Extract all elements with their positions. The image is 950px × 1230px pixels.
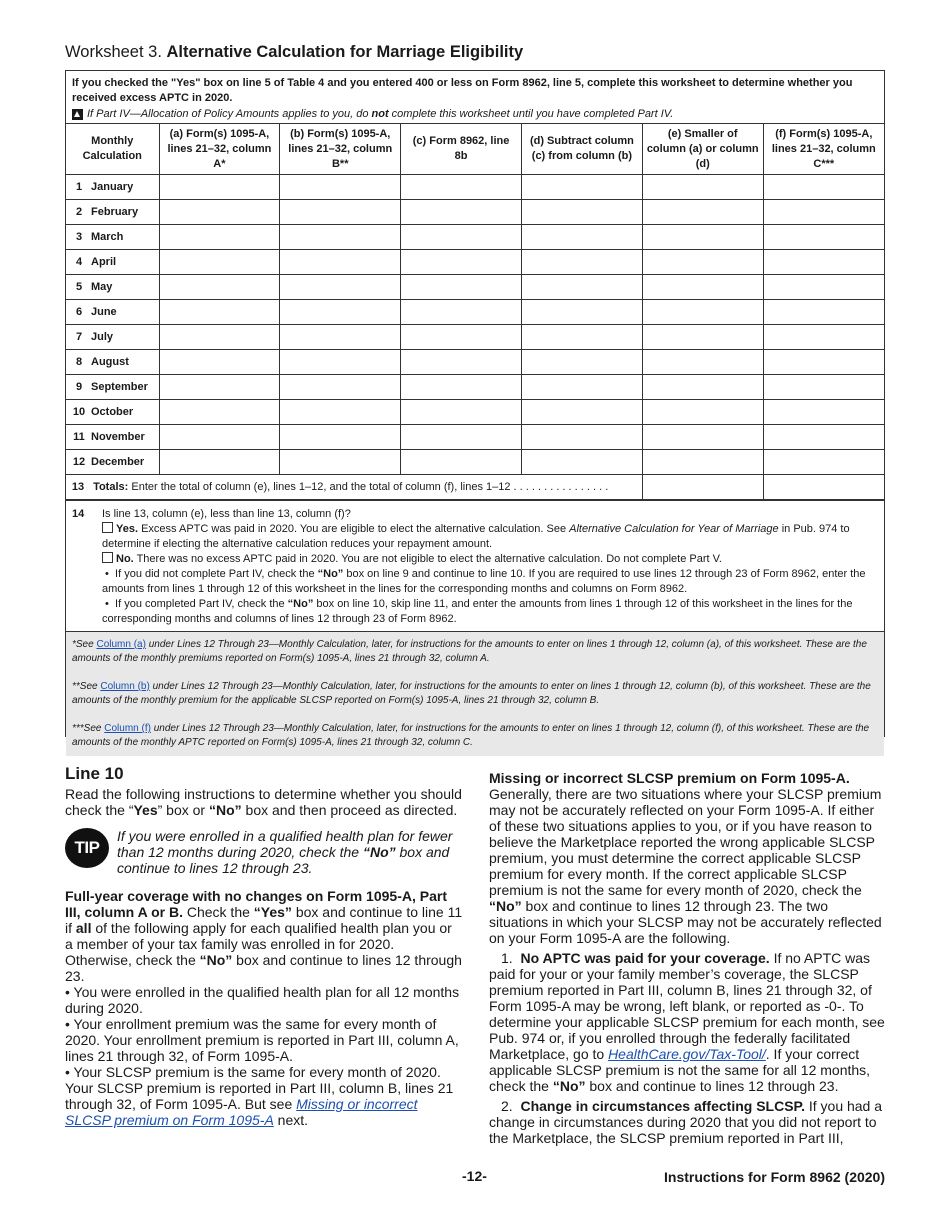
header-monthly: Monthly Calculation [66, 124, 159, 175]
line14-bullet-2: • If you completed Part IV, check the “No” box on line 10, skip line 11, and enter the amounts from lines 1 through 12 of this worksheet in the lines for the corresponding months and columns of lines 12 through 23 of Form 8962. [102, 598, 853, 625]
line-14 [66, 500, 884, 631]
cell-col-f[interactable] [763, 275, 884, 300]
no-checkbox[interactable] [102, 552, 113, 563]
item2-bold: Change in circumstances affecting SLCSP. [520, 1098, 805, 1114]
totals-row [66, 475, 884, 500]
bullet1-pre: If you did not complete Part IV, check the [115, 568, 318, 580]
bullet1-bold: “No” [317, 568, 344, 580]
cell-col-f[interactable] [763, 225, 884, 250]
cell-col-b[interactable] [280, 225, 401, 250]
line10-intro [65, 786, 463, 818]
item1-post: box and continue to lines 12 through 23. [585, 1078, 839, 1094]
full-year-heading: Full-year coverage with no changes on Form 1095-A, Part III, column A or B. [65, 888, 447, 920]
cell-col-d[interactable] [521, 375, 642, 400]
month-label [66, 225, 159, 250]
cell-col-e[interactable] [642, 300, 763, 325]
footnote-a [72, 638, 878, 666]
note-bold: not [371, 108, 389, 120]
line-number: 8 [75, 356, 83, 368]
cell-col-b[interactable] [280, 350, 401, 375]
month-row [66, 450, 884, 475]
no-text: There was no excess APTC paid in 2020. You are not eligible to elect the alternative calculation. Do not complete Part V. [133, 553, 722, 565]
l-para1-mid: ” box or [157, 802, 209, 818]
column-f-link[interactable]: Column (f) [104, 723, 151, 734]
worksheet-title [65, 43, 523, 62]
cell-col-c[interactable] [401, 425, 522, 450]
missing-slcsp-heading: Missing or incorrect SLCSP premium on Form 1095-A. [489, 770, 850, 786]
left-bullet2-text: Your enrollment premium was the same for every month of 2020. Your enrollment premium is reported in Part III, column A, lines 21 through 32, of Form 1095-A. [65, 1016, 459, 1064]
cell-col-f[interactable] [763, 200, 884, 225]
header-col-f: (f) Form(s) 1095-A, lines 21–32, column C*** [763, 124, 884, 175]
cell-col-f[interactable] [763, 300, 884, 325]
worksheet-footnotes [66, 631, 884, 756]
item1-bold: No APTC was paid for your coverage. [520, 950, 770, 966]
header-col-b: (b) Form(s) 1095-A, lines 21–32, column B** [280, 124, 401, 175]
tip-icon: TIP [65, 828, 109, 868]
line-number: 9 [75, 381, 83, 393]
cell-col-c[interactable] [401, 250, 522, 275]
bullet2-post: box on line 10, skip line 11, and enter the amounts from lines 1 through 12 of this worksheet in the lines for the corresponding months and columns of lines 12 through 23 of Form 8962. [102, 598, 853, 625]
item1-no: “No” [552, 1078, 586, 1094]
cell-col-d[interactable] [521, 250, 642, 275]
month-row [66, 300, 884, 325]
left-bullet-1: • You were enrolled in the qualified health plan for all 12 months during 2020. [65, 984, 460, 1016]
month-name: April [91, 256, 117, 268]
cell-col-e[interactable] [642, 375, 763, 400]
worksheet-intro: If you checked the "Yes" box on line 5 of Table 4 and you entered 400 or less on Form 8962, line 5, complete this worksheet to determine whether you received excess APTC in 2020. [72, 77, 853, 104]
left-bullet3-pre: Your SLCSP premium is the same for every month of 2020. Your SLCSP premium is reported in Part III, column B, lines 21 through 32, of Form 1095-A. But see [65, 1064, 454, 1112]
tip-text [117, 828, 463, 876]
full-year-paragraph [65, 888, 463, 984]
cell-col-e[interactable] [642, 275, 763, 300]
worksheet-box [65, 70, 885, 748]
cell-col-f[interactable] [763, 325, 884, 350]
cell-col-c[interactable] [401, 450, 522, 475]
month-label [66, 425, 159, 450]
cell-col-d[interactable] [521, 175, 642, 200]
line10-heading: Line 10 [65, 764, 124, 783]
cell-col-d[interactable] [521, 425, 642, 450]
cell-col-f[interactable] [763, 425, 884, 450]
cell-col-a[interactable] [159, 450, 280, 475]
header-col-a: (a) Form(s) 1095-A, lines 21–32, column A* [159, 124, 280, 175]
cell-col-e[interactable] [642, 350, 763, 375]
cell-col-b[interactable] [280, 250, 401, 275]
month-name: May [91, 281, 113, 293]
month-row [66, 175, 884, 200]
worksheet-number: Worksheet 3. [65, 43, 162, 61]
month-name: July [91, 331, 114, 343]
line-number: 4 [75, 256, 83, 268]
line-number: 6 [75, 306, 83, 318]
note-post: complete this worksheet until you have completed Part IV. [388, 108, 674, 120]
yes-text-italic: Alternative Calculation for Year of Marriage [569, 523, 779, 535]
full-all: all [75, 920, 92, 936]
cell-col-e[interactable] [642, 225, 763, 250]
cell-col-a[interactable] [159, 200, 280, 225]
table-header-row [66, 124, 884, 175]
cell-col-b[interactable] [280, 175, 401, 200]
month-label [66, 300, 159, 325]
cell-col-e[interactable] [642, 200, 763, 225]
l-para1-no: “No” [208, 802, 242, 818]
right-item-1 [489, 950, 886, 1094]
cell-col-a[interactable] [159, 225, 280, 250]
cell-col-a[interactable] [159, 375, 280, 400]
worksheet-title-bold: Alternative Calculation for Marriage Eligibility [166, 43, 524, 61]
tip-bold: “No” [362, 844, 396, 860]
left-bullet3-post: next. [273, 1112, 309, 1128]
r-para1-pre: Generally, there are two situations where your SLCSP premium may not be accurately reflected on your Form 1095-A. If either of these two situations applies to you, or if you have reason to believe the Marketplace reported the wrong applicable SLCSP premium, you must determine the correct applicable SLCSP premium for every month. If the correct applicable SLCSP premium is not the same for every month of 2020, check the [489, 786, 882, 898]
month-name: December [91, 456, 145, 468]
item2-num: 2. [501, 1098, 513, 1114]
line14-question: Is line 13, column (e), less than line 13, column (f)? [102, 508, 351, 520]
cell-col-a[interactable] [159, 400, 280, 425]
cell-col-f[interactable] [763, 400, 884, 425]
month-label [66, 450, 159, 475]
no-label: No. [116, 553, 134, 565]
cell-col-a[interactable] [159, 175, 280, 200]
cell-col-f[interactable] [763, 375, 884, 400]
cell-col-c[interactable] [401, 300, 522, 325]
left-bullet1-text: You were enrolled in the qualified health plan for all 12 months during 2020. [65, 984, 460, 1016]
month-label [66, 175, 159, 200]
cell-col-b[interactable] [280, 275, 401, 300]
cell-col-d[interactable] [521, 325, 642, 350]
cell-col-c[interactable] [401, 325, 522, 350]
footnote-a-post: under Lines 12 Through 23—Monthly Calculation, later, for instructions for the amounts to enter on lines 1 through 12, column (a), of this worksheet. These are the amounts of the monthly premiums reported on Form(s) 1095-A, lines 21 through 32, column A. [72, 639, 867, 664]
left-column [65, 766, 463, 1128]
month-row [66, 200, 884, 225]
column-a-link[interactable]: Column (a) [96, 639, 146, 650]
full-mid1: box and continue to line 11 if [65, 904, 463, 936]
cell-col-e[interactable] [642, 450, 763, 475]
full-pre: Check the [182, 904, 254, 920]
month-row [66, 325, 884, 350]
item1-num: 1. [501, 950, 513, 966]
line-number: 3 [75, 231, 83, 243]
r-para1-post: box and continue to lines 12 through 23. The two situations in which your SLCSP may not be accurately reflected on your Form 1095-A are the following. [489, 898, 882, 946]
item1-pre: If no APTC was paid for your or your family member’s coverage, the SLCSP premium reported in Part III, column B, lines 21 through 32, of Form 1095-A may be wrong, left blank, or reported as -0-. To determine your applicable SLCSP premium for each month, see Pub. 974 or, if you enrolled through the federally facilitated Marketplace, go to [489, 950, 885, 1062]
footnote-b-post: under Lines 12 Through 23—Monthly Calculation, later, for instructions for the amounts to enter on lines 1 through 12, column (b), of this worksheet. These are the amounts of the monthly premium for the applicable SLCSP reported on Form(s) 1095-A, lines 21 through 32, column B. [72, 681, 871, 706]
totals-col-e[interactable] [642, 475, 763, 500]
left-bullet-2: • Your enrollment premium was the same for every month of 2020. Your enrollment premium is reported in Part III, column A, lines 21 through 32, of Form 1095-A. [65, 1016, 459, 1064]
note-text [87, 108, 673, 120]
cell-col-e[interactable] [642, 325, 763, 350]
month-row [66, 275, 884, 300]
footnote-b [72, 680, 878, 708]
line-number: 11 [73, 431, 85, 443]
totals-text: Enter the total of column (e), lines 1–12, and the total of column (f), lines 1–12 . . . . . . . . . . . . . . . . [128, 481, 609, 493]
cell-col-a[interactable] [159, 350, 280, 375]
full-mid2: of the following apply for each qualified health plan you or a member of your tax family was enrolled in for 2020. Otherwise, check the [65, 920, 452, 968]
cell-col-a[interactable] [159, 250, 280, 275]
line-number: 10 [72, 406, 86, 418]
tip-post: box and continue to lines 12 through 23. [117, 844, 450, 876]
caution-icon [72, 109, 83, 120]
month-row [66, 250, 884, 275]
yes-text-post: in Pub. 974 to determine if electing the alternative calculation reduces your repayment amount. [102, 523, 850, 550]
missing-slcsp-paragraph [489, 770, 886, 946]
month-row [66, 425, 884, 450]
month-label [66, 350, 159, 375]
month-name: November [91, 431, 145, 443]
cell-col-f[interactable] [763, 175, 884, 200]
tip-box [65, 828, 463, 876]
cell-col-c[interactable] [401, 375, 522, 400]
month-row [66, 225, 884, 250]
month-row [66, 350, 884, 375]
month-name: January [91, 181, 134, 193]
cell-col-d[interactable] [521, 275, 642, 300]
page-number: -12- [462, 1168, 487, 1184]
full-yes: “Yes” [253, 904, 292, 920]
cell-col-a[interactable] [159, 425, 280, 450]
footer-title: Instructions for Form 8962 (2020) [664, 1169, 885, 1185]
line-number: 1 [75, 181, 83, 193]
month-row [66, 400, 884, 425]
bullet1-post: box on line 9 and continue to line 10. If you are required to use lines 12 through 23 of Form 8962, enter the amounts from lines 1 through 12 of this worksheet in the lines for the corresponding months and columns on Form 8962. [102, 568, 866, 595]
line-number: 2 [75, 206, 83, 218]
line14-no [102, 552, 878, 567]
cell-col-b[interactable] [280, 200, 401, 225]
cell-col-c[interactable] [401, 175, 522, 200]
footnote-b-pre: **See [72, 681, 101, 692]
totals-line-number: 13 [71, 481, 85, 493]
totals-label: Totals: [93, 481, 129, 493]
footnote-a-pre: *See [72, 639, 97, 650]
yes-text-pre: Excess APTC was paid in 2020. You are eligible to elect the alternative calculation. See [138, 523, 570, 535]
item1-mid: . If your correct applicable SLCSP premium is not the same for all 12 months, check the [489, 1046, 871, 1094]
item2-text: If you had a change in circumstances during 2020 that you did not report to the Marketplace, the SLCSP premium reported in Part III, [489, 1098, 883, 1146]
cell-col-e[interactable] [642, 250, 763, 275]
cell-col-a[interactable] [159, 325, 280, 350]
right-item-2 [489, 1098, 886, 1146]
worksheet-table [66, 123, 884, 500]
cell-col-b[interactable] [280, 400, 401, 425]
cell-col-e[interactable] [642, 400, 763, 425]
footnote-f-post: under Lines 12 Through 23—Monthly Calculation, later, for instructions for the amounts to enter on lines 1 through 12, column (f), of this worksheet. These are the amounts of the monthly APTC reported on Form(s) 1095-A, lines 21 through 32, column C. [72, 723, 870, 748]
cell-col-b[interactable] [280, 375, 401, 400]
month-label [66, 275, 159, 300]
header-col-c: (c) Form 8962, line 8b [401, 124, 522, 175]
cell-col-e[interactable] [642, 175, 763, 200]
line14-number: 14 [72, 508, 85, 520]
month-name: June [91, 306, 117, 318]
l-para1-yes: Yes [133, 802, 158, 818]
cell-col-e[interactable] [642, 425, 763, 450]
cell-col-b[interactable] [280, 300, 401, 325]
totals-col-f[interactable] [763, 475, 884, 500]
month-label [66, 375, 159, 400]
header-col-d: (d) Subtract column (c) from column (b) [521, 124, 642, 175]
line14-yes [102, 522, 878, 552]
missing-slcsp-link[interactable]: Missing or incorrect SLCSP premium on Form 1095-A [65, 1096, 418, 1128]
line14-bullet-1: • If you did not complete Part IV, check the “No” box on line 9 and continue to line 10. If you are required to use lines 12 through 23 of Form 8962, enter the amounts from lines 1 through 12 of this worksheet in the lines for the corresponding months and columns on Form 8962. [102, 568, 866, 595]
full-post: box and continue to lines 12 through 23. [65, 952, 462, 984]
cell-col-b[interactable] [280, 425, 401, 450]
cell-col-d[interactable] [521, 400, 642, 425]
cell-col-f[interactable] [763, 350, 884, 375]
footnote-f [72, 722, 878, 750]
footnote-f-pre: ***See [72, 723, 105, 734]
month-name: February [91, 206, 139, 218]
month-name: March [91, 231, 124, 243]
cell-col-f[interactable] [763, 450, 884, 475]
l-para1-post: box and then proceed as directed. [241, 802, 458, 818]
line-number: 7 [75, 331, 83, 343]
cell-col-a[interactable] [159, 300, 280, 325]
r-para1-no: “No” [489, 898, 522, 914]
month-label [66, 400, 159, 425]
cell-col-d[interactable] [521, 450, 642, 475]
bullet2-bold: “No” [287, 598, 314, 610]
healthcare-tax-tool-link[interactable]: HealthCare.gov/Tax-Tool/ [608, 1046, 766, 1062]
bullet2-pre: If you completed Part IV, check the [115, 598, 288, 610]
cell-col-d[interactable] [521, 350, 642, 375]
right-column [489, 770, 886, 1146]
cell-col-a[interactable] [159, 275, 280, 300]
left-bullet-3: • Your SLCSP premium is the same for every month of 2020. Your SLCSP premium is reported in Part III, column B, lines 21 through 32, of Form 1095-A. But see Missing or incorrect SLCSP premium on Form 1095-A next. [65, 1064, 454, 1128]
cell-col-c[interactable] [401, 350, 522, 375]
month-label [66, 325, 159, 350]
yes-checkbox[interactable] [102, 522, 113, 533]
tip-pre: If you were enrolled in a qualified health plan for fewer than 12 months during 2020, check the [117, 828, 453, 860]
note-pre: If Part IV—Allocation of Policy Amounts applies to you, do [87, 108, 372, 120]
cell-col-c[interactable] [401, 400, 522, 425]
month-name: October [91, 406, 134, 418]
month-label [66, 250, 159, 275]
yes-label: Yes. [116, 523, 139, 535]
month-name: August [91, 356, 129, 368]
cell-col-f[interactable] [763, 250, 884, 275]
month-name: September [91, 381, 148, 393]
full-no: “No” [199, 952, 233, 968]
l-para1-pre: Read the following instructions to determine whether you should check the “ [65, 786, 462, 818]
cell-col-c[interactable] [401, 200, 522, 225]
month-label [66, 200, 159, 225]
cell-col-c[interactable] [401, 275, 522, 300]
cell-col-d[interactable] [521, 200, 642, 225]
cell-col-c[interactable] [401, 225, 522, 250]
cell-col-b[interactable] [280, 450, 401, 475]
month-row [66, 375, 884, 400]
worksheet-note [66, 106, 884, 123]
cell-col-d[interactable] [521, 225, 642, 250]
header-col-e: (e) Smaller of column (a) or column (d) [642, 124, 763, 175]
line-number: 5 [75, 281, 83, 293]
column-b-link[interactable]: Column (b) [100, 681, 150, 692]
cell-col-d[interactable] [521, 300, 642, 325]
line-number: 12 [72, 456, 86, 468]
cell-col-b[interactable] [280, 325, 401, 350]
